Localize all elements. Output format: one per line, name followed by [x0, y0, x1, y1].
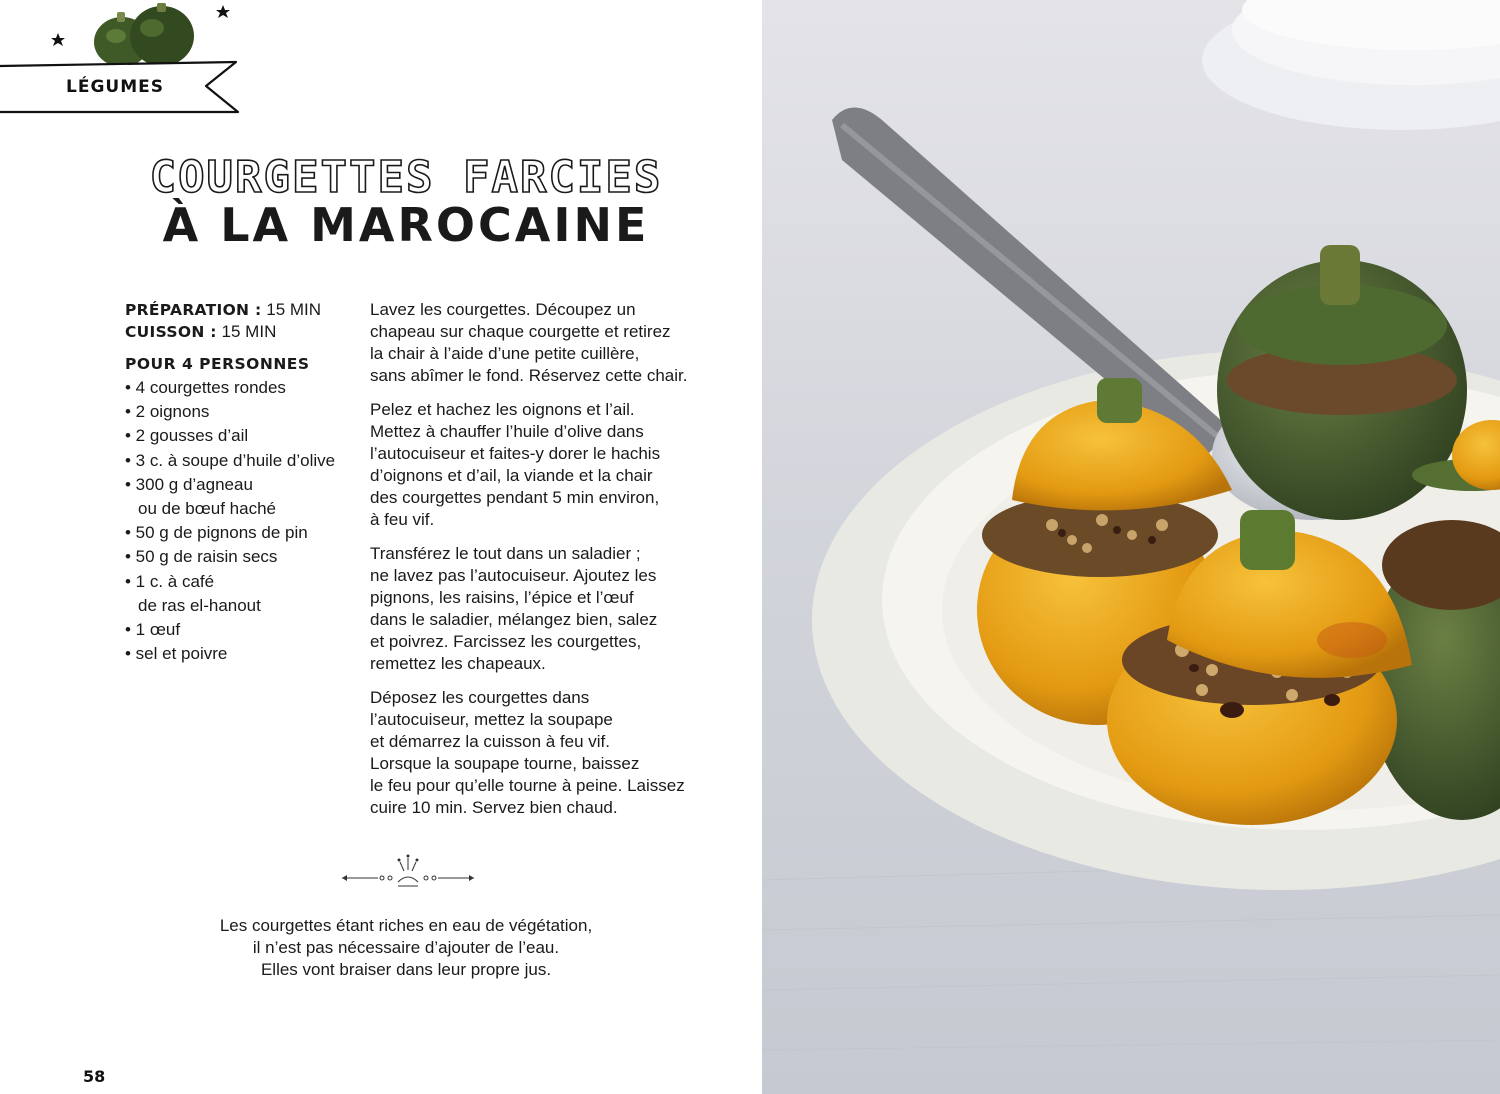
prep-value: 15 MIN	[266, 300, 322, 319]
method-line: à feu vif.	[370, 510, 435, 529]
method-line: le feu pour qu’elle tourne à peine. Laissez	[370, 776, 685, 795]
cook-value: 15 MIN	[221, 322, 277, 341]
ingredient-item: • 50 g de pignons de pin	[125, 523, 308, 543]
page-number: 58	[83, 1067, 106, 1086]
method-line: pignons, les raisins, l’épice et l’œuf	[370, 588, 634, 607]
method-line: et démarrez la cuisson à feu vif.	[370, 732, 611, 751]
ingredient-item: • sel et poivre	[125, 644, 228, 664]
ingredient-item-continued: de ras el-hanout	[138, 595, 261, 615]
section-label: LÉGUMES	[66, 77, 164, 97]
ingredient-item: • 2 gousses d’ail	[125, 426, 249, 446]
method-line: ne lavez pas l’autocuiseur. Ajoutez les	[370, 566, 657, 585]
ingredient-list	[125, 376, 355, 666]
prep-label: PRÉPARATION :	[125, 301, 262, 319]
cook-time	[125, 321, 355, 343]
method-line: cuire 10 min. Servez bien chaud.	[370, 798, 618, 817]
method-line: l’autocuiseur, mettez la soupape	[370, 710, 613, 729]
servings: POUR 4 PERSONNES	[125, 355, 310, 373]
prep-time	[125, 299, 355, 321]
recipe-tip	[0, 915, 812, 981]
right-page	[762, 0, 1500, 1094]
cook-label: CUISSON :	[125, 323, 217, 341]
ingredient-item: • 1 c. à café	[125, 571, 215, 591]
tip-line: il n’est pas nécessaire d’ajouter de l’eau.	[252, 938, 560, 957]
stuffed-zucchini-photo	[762, 0, 1500, 1094]
ingredient-item: • 3 c. à soupe d’huile d’olive	[125, 450, 336, 470]
method-line: et poivrez. Farcissez les courgettes,	[370, 632, 642, 651]
method-line: Lavez les courgettes. Découpez un	[370, 300, 636, 319]
recipe-title-line-1: COURGETTES FARCIES	[149, 152, 663, 203]
method-line: Déposez les courgettes dans	[370, 688, 590, 707]
ingredients-column	[125, 299, 355, 666]
method-step	[370, 399, 700, 531]
ingredient-item: • 4 courgettes rondes	[125, 378, 286, 397]
method-line: remettez les chapeaux.	[370, 654, 546, 673]
recipe-title-line-2: À LA MAROCAINE	[162, 198, 650, 252]
ingredient-item-continued: ou de bœuf haché	[138, 499, 276, 519]
method-line: chapeau sur chaque courgette et retirez	[370, 322, 671, 341]
star-icon	[216, 5, 230, 18]
method-step	[370, 299, 700, 387]
ingredient-item: • 300 g d’agneau	[125, 474, 253, 494]
zucchini-icon	[44, 2, 244, 68]
method-column	[370, 299, 700, 831]
method-line: Transférez le tout dans un saladier ;	[370, 544, 641, 563]
method-line: l’autocuiseur et faites-y dorer le hachis	[370, 444, 661, 463]
method-line: la chair à l’aide d’une petite cuillère,	[370, 344, 640, 363]
ingredient-item: • 1 œuf	[125, 620, 181, 640]
ingredient-item: • 50 g de raisin secs	[125, 547, 278, 567]
star-icon	[51, 33, 65, 46]
method-line: Mettez à chauffer l’huile d’olive dans	[370, 422, 644, 441]
method-line: d’oignons et d’ail, la viande et la chair	[370, 466, 653, 485]
method-line: dans le saladier, mélangez bien, salez	[370, 610, 658, 629]
ornament-divider-icon	[338, 852, 478, 892]
method-line: Pelez et hachez les oignons et l’ail.	[370, 400, 635, 419]
method-line: des courgettes pendant 5 min environ,	[370, 488, 660, 507]
ingredient-item: • 2 oignons	[125, 402, 210, 422]
method-line: sans abîmer le fond. Réservez cette chair.	[370, 366, 688, 385]
method-step	[370, 543, 700, 675]
tip-line: Les courgettes étant riches en eau de végétation,	[219, 916, 593, 935]
method-line: Lorsque la soupape tourne, baissez	[370, 754, 640, 773]
method-step	[370, 687, 700, 819]
tip-line: Elles vont braiser dans leur propre jus.	[260, 960, 552, 979]
